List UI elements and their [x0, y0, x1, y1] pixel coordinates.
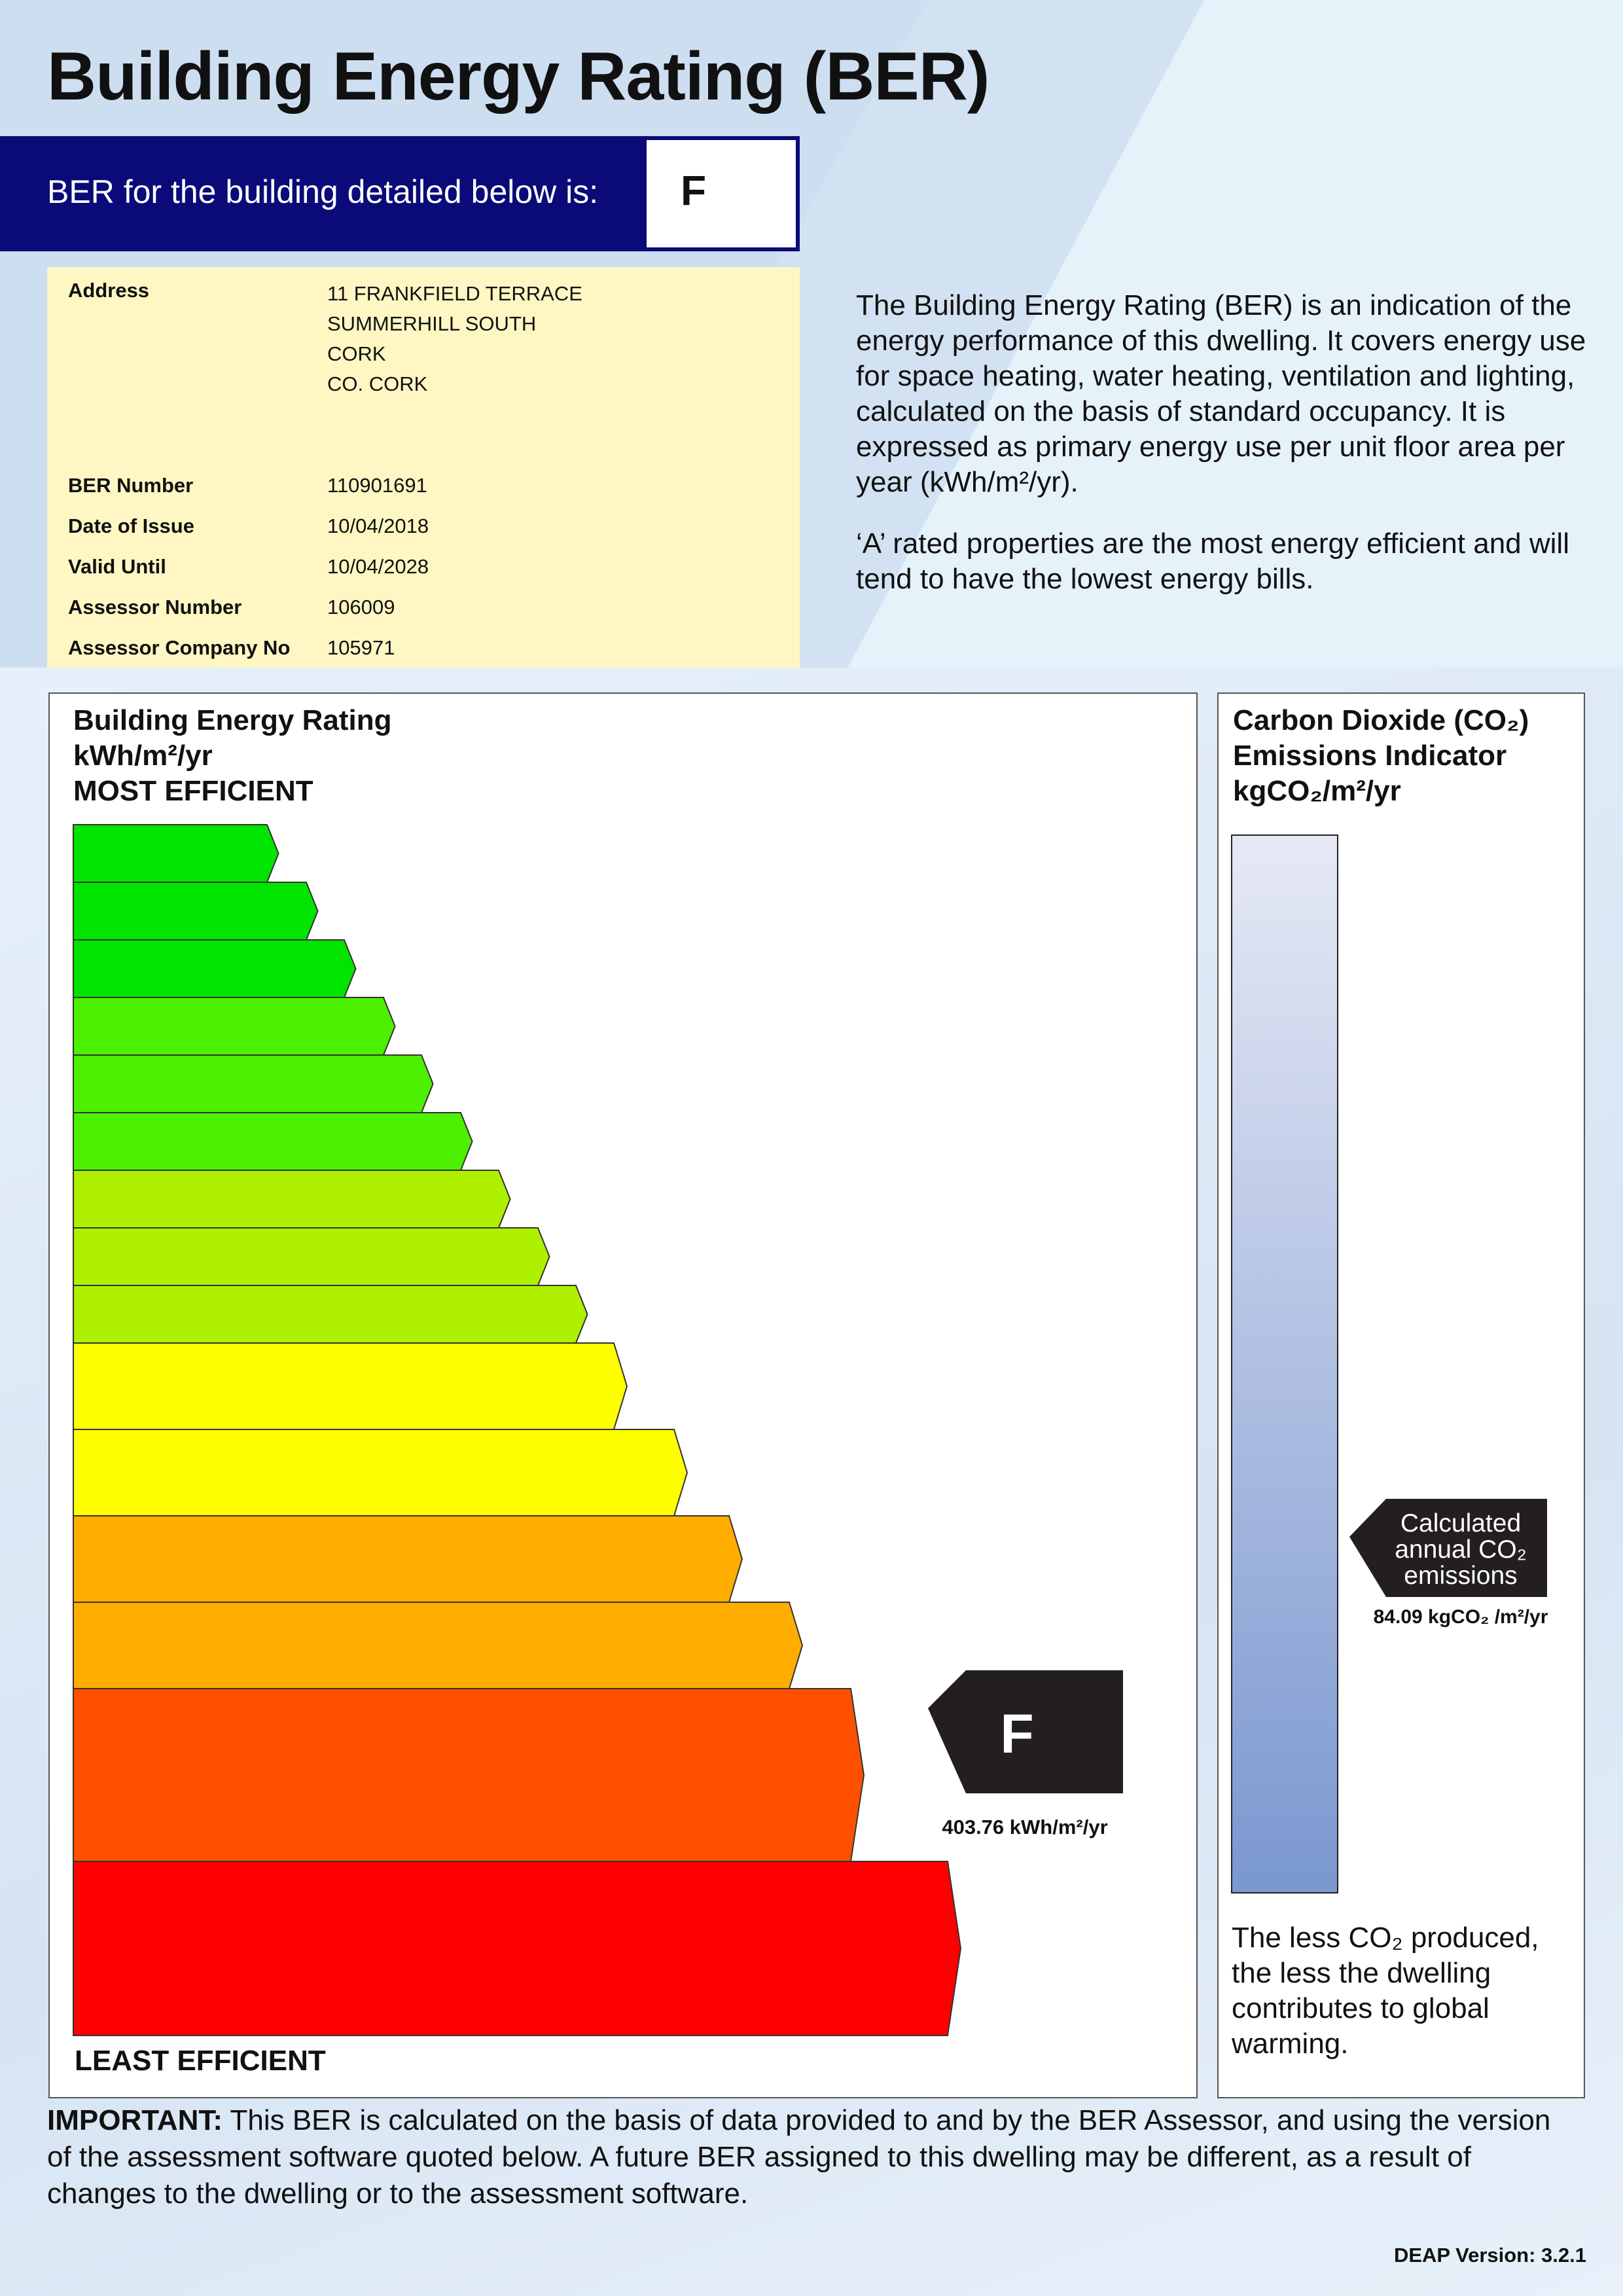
co2-pointer-line-2: annual CO₂: [1395, 1535, 1527, 1564]
rating-band-7: [73, 1170, 510, 1228]
co2-pointer-line-1: Calculated: [1400, 1509, 1522, 1537]
co2-panel: [1217, 692, 1585, 2098]
description-paragraph-2: ‘A’ rated properties are the most energy efficient and will tend to have the lowest energy bills.: [856, 528, 1569, 595]
important-text: This BER is calculated on the basis of data provided to and by the BER Assessor, and using the version of the assessment software quoted below. A future BER assigned to this dwelling may be different, as a result of changes to the dwelling or to the assessment software.: [47, 2104, 1551, 2210]
energy-rating-panel: [48, 692, 1198, 2098]
rating-band-15: [73, 1861, 961, 2036]
co2-title-line-1: Carbon Dioxide (CO₂): [1233, 704, 1529, 736]
rating-band-1: [73, 825, 279, 882]
assessor-number-label: Assessor Number: [68, 596, 242, 619]
ber-result-box: [647, 140, 796, 247]
address-line-1: 11 FRANKFIELD TERRACE: [327, 282, 582, 305]
rating-band-5: [73, 1055, 433, 1113]
co2-footer: The less CO₂ produced, the less the dwelling contributes to global warming.: [1232, 1922, 1539, 2060]
important-notice: [47, 2102, 1578, 2212]
description-paragraph-1: The Building Energy Rating (BER) is an indication of the energy performance of this dwelling. It covers energy use for space heating, water heating, ventilation and lighting, calculated on the basis of standard occupancy. It is expressed as primary energy use per unit floor area per year (kWh/m²/yr).: [856, 289, 1586, 498]
least-efficient-label: LEAST EFFICIENT: [75, 2045, 326, 2077]
assessor-company-value: 105971: [327, 636, 395, 659]
co2-title-line-3: kgCO₂/m²/yr: [1233, 775, 1401, 807]
valid-until-value: 10/04/2028: [327, 555, 429, 578]
energy-pointer-grade: F: [1000, 1703, 1034, 1765]
co2-pointer: [1349, 1499, 1548, 1628]
rating-band-3: [73, 940, 356, 997]
important-label: IMPORTANT:: [47, 2104, 223, 2136]
rating-band-14: [73, 1689, 864, 1861]
energy-rating-scale: [50, 694, 1195, 2096]
most-efficient-label: MOST EFFICIENT: [73, 775, 313, 807]
ber-description: [856, 288, 1596, 623]
energy-pointer-value: 403.76 kWh/m²/yr: [942, 1816, 1108, 1839]
assessor-number-value: 106009: [327, 596, 395, 619]
energy-rating-title-line-2: kWh/m²/yr: [73, 740, 213, 772]
building-details: [47, 267, 800, 668]
rating-band-11: [73, 1429, 687, 1516]
address-line-2: SUMMERHILL SOUTH: [327, 312, 537, 335]
address-value: [327, 279, 582, 399]
ber-result-bar: [0, 136, 800, 251]
co2-scale: [1219, 694, 1582, 2096]
assessor-company-label: Assessor Company No: [68, 636, 291, 659]
energy-pointer: [928, 1670, 1123, 1839]
rating-band-4: [73, 997, 395, 1055]
ber-result-label: BER for the building detailed below is:: [47, 173, 599, 210]
ber-number-value: 110901691: [327, 474, 427, 497]
rating-band-6: [73, 1113, 473, 1170]
co2-pointer-line-3: emissions: [1404, 1562, 1518, 1590]
energy-rating-title-line-1: Building Energy Rating: [73, 704, 392, 736]
rating-band-10: [73, 1343, 627, 1429]
rating-band-9: [73, 1285, 588, 1343]
rating-band-13: [73, 1602, 802, 1689]
co2-title-line-2: Emissions Indicator: [1233, 740, 1507, 772]
ber-number-label: BER Number: [68, 474, 194, 497]
address-line-4: CO. CORK: [327, 372, 428, 395]
rating-band-12: [73, 1516, 742, 1602]
valid-until-label: Valid Until: [68, 555, 166, 578]
co2-gradient-bar: [1232, 835, 1338, 1893]
date-of-issue-label: Date of Issue: [68, 514, 194, 537]
address-label: Address: [68, 279, 150, 302]
co2-pointer-value: 84.09 kgCO₂ /m²/yr: [1373, 1606, 1548, 1628]
rating-band-8: [73, 1228, 550, 1285]
deap-version: DEAP Version: 3.2.1: [1393, 2244, 1586, 2267]
rating-bands: [73, 825, 961, 2036]
rating-band-2: [73, 882, 318, 940]
address-line-3: CORK: [327, 342, 386, 365]
ber-result-grade: F: [681, 167, 707, 214]
page-title: Building Energy Rating (BER): [47, 39, 990, 115]
date-of-issue-value: 10/04/2018: [327, 514, 429, 537]
